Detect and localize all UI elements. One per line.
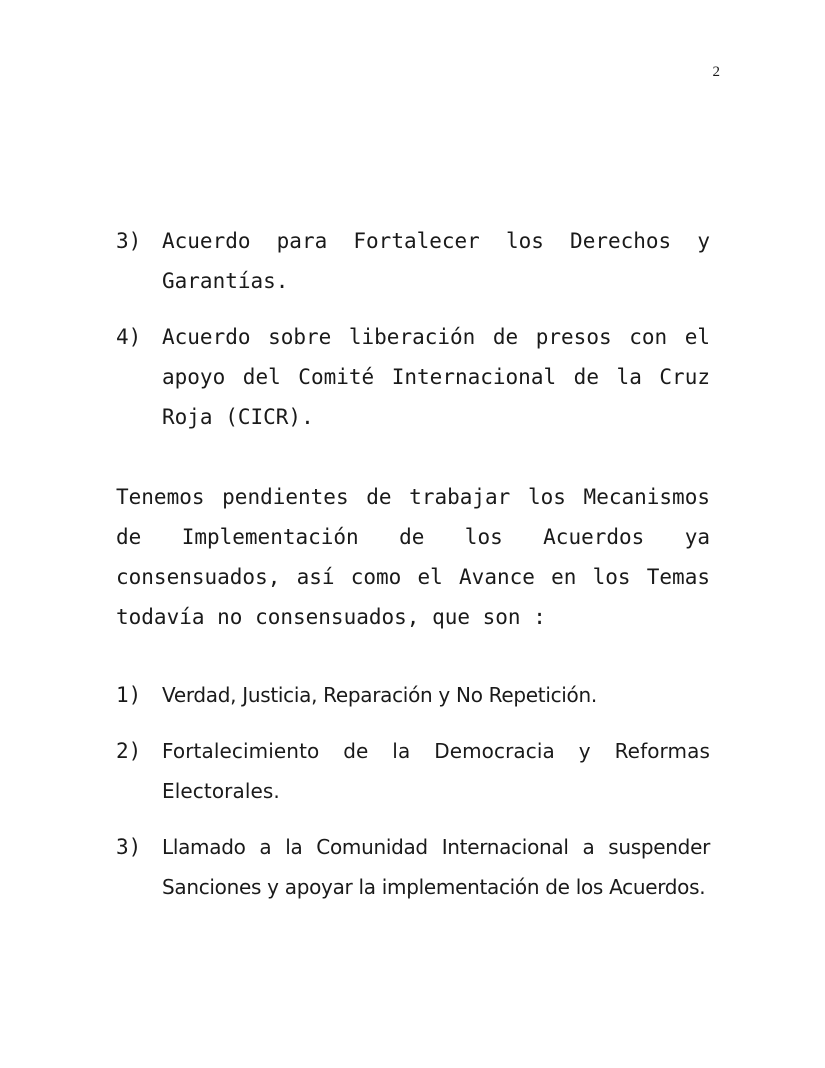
list-item — [116, 221, 710, 301]
list-item-text: Llamado a la Comunidad Internacional a suspender Sanciones y apoyar la implementación de los Acuerdos. — [162, 835, 710, 899]
list-item-number: 3) — [116, 229, 142, 253]
list-item-number: 4) — [116, 325, 142, 349]
list-item-text: Fortalecimiento de la Democracia y Reformas Electorales. — [162, 739, 710, 803]
list-item-text: Acuerdo sobre liberación de presos con el apoyo del Comité Internacional de la Cruz Roja (CICR). — [162, 325, 710, 429]
page-number: 2 — [712, 64, 720, 80]
list-item-number: 2) — [116, 739, 142, 763]
pending-paragraph: Tenemos pendientes de trabajar los Mecanismos de Implementación de los Acuerdos ya consensuados, así como el Avance en los Temas todavía no consensuados, que son : — [116, 485, 710, 629]
list-item-number: 3) — [116, 835, 142, 859]
list-item — [116, 675, 710, 715]
list-item — [116, 827, 710, 907]
list-item — [116, 317, 710, 437]
document-body — [116, 221, 710, 907]
list-item — [116, 731, 710, 811]
list-item-text: Verdad, Justicia, Reparación y No Repetición. — [162, 683, 597, 707]
list-item-number: 1) — [116, 683, 142, 707]
list-item-text: Acuerdo para Fortalecer los Derechos y Garantías. — [162, 229, 710, 293]
